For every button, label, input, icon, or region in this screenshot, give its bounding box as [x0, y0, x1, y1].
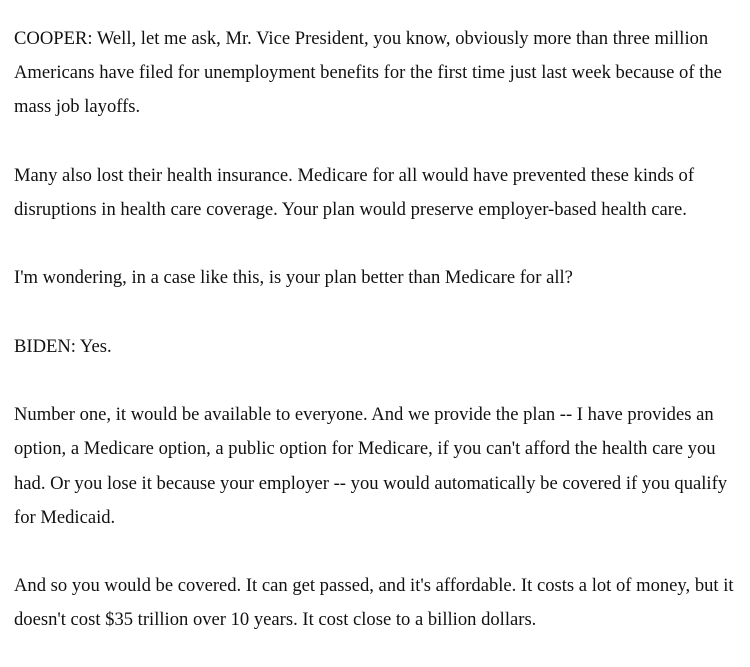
transcript-paragraph: Many also lost their health insurance. Medicare for all would have prevented these kinds of disruptions in health care coverage. Your plan would preserve employer-based health care.: [14, 164, 695, 220]
transcript-paragraph: Number one, it would be available to everyone. And we provide the plan -- I have provides an option, a Medicare option, a public option for Medicare, if you can't afford the health care you had. Or you lose it because your employer -- you would automatically be covered if you qualify for Medicaid.: [14, 404, 728, 528]
transcript-document: [14, 22, 748, 638]
transcript-paragraph: BIDEN: Yes.: [14, 335, 112, 357]
transcript-paragraph: And so you would be covered. It can get passed, and it's affordable. It costs a lot of money, but it doesn't cost $35 trillion over 10 years. It cost close to a billion dollars.: [14, 575, 734, 631]
transcript-paragraph: COOPER: Well, let me ask, Mr. Vice President, you know, obviously more than three million Americans have filed for unemployment benefits for the first time just last week because of the mass job layoffs.: [14, 28, 722, 118]
transcript-paragraph: I'm wondering, in a case like this, is your plan better than Medicare for all?: [14, 267, 573, 289]
